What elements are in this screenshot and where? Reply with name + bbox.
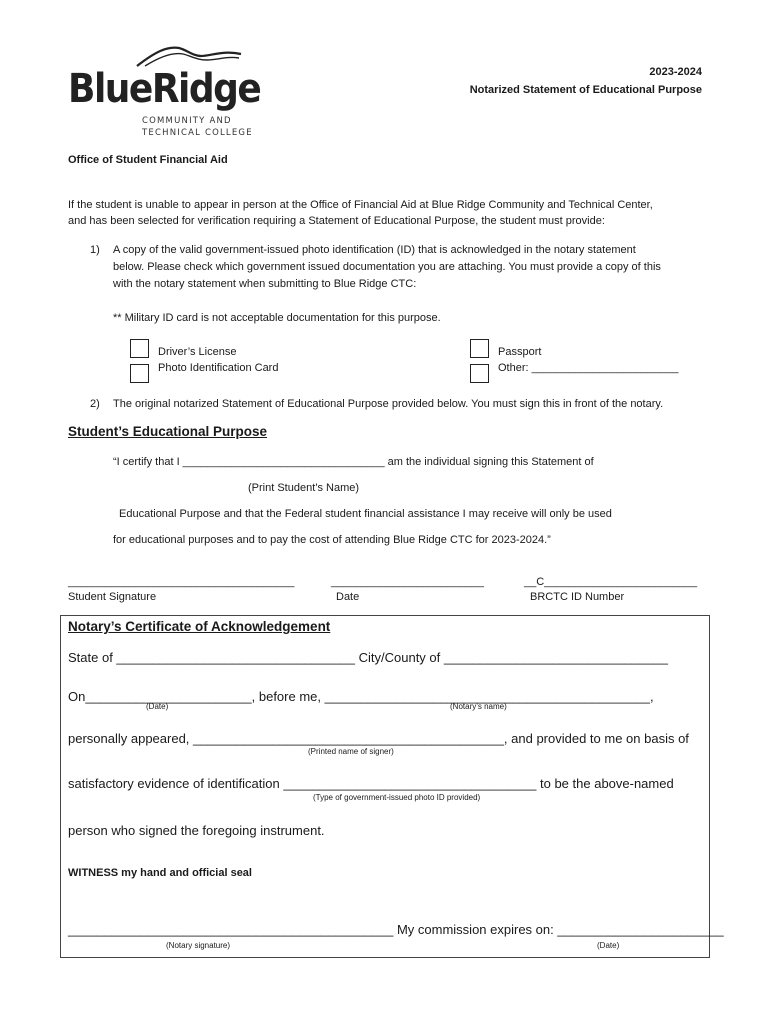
student-signature-line[interactable]: _____________________________________ bbox=[68, 576, 295, 588]
intro-line-2: and has been selected for verification requiring a Statement of Educational Purpose, the student must provide: bbox=[68, 215, 605, 227]
item-2-number: 2) bbox=[90, 398, 100, 410]
notary-on-line[interactable]: On_______________________, before me, _____________________________________________, bbox=[68, 689, 654, 704]
drivers-license-checkbox[interactable] bbox=[130, 339, 149, 358]
signature-date-line[interactable]: _________________________ bbox=[331, 576, 484, 588]
military-id-note: ** Military ID card is not acceptable documentation for this purpose. bbox=[113, 312, 441, 324]
student-signature-label: Student Signature bbox=[68, 591, 157, 603]
purpose-line-2: Educational Purpose and that the Federal student financial assistance I may receive will only be used bbox=[119, 508, 612, 520]
notary-witness-text: WITNESS my hand and official seal bbox=[68, 867, 252, 879]
brctc-id-label: BRCTC ID Number bbox=[530, 591, 625, 603]
notary-id-type-hint: (Type of government-issued photo ID provided) bbox=[313, 793, 481, 802]
notary-appeared-line[interactable]: personally appeared, ___________________________________________, and provided to me on basis of bbox=[68, 731, 689, 746]
other-id-checkbox[interactable] bbox=[470, 364, 489, 383]
logo-subtitle-2: TECHNICAL COLLEGE bbox=[142, 128, 253, 138]
notary-signer-hint: (Printed name of signer) bbox=[308, 747, 394, 756]
photo-id-checkbox[interactable] bbox=[130, 364, 149, 383]
item-1-line-1: A copy of the valid government-issued photo identification (ID) that is acknowledged in the notary statement bbox=[113, 244, 636, 256]
notary-evidence-line[interactable]: satisfactory evidence of identification ___________________________________ to be the above-named bbox=[68, 776, 674, 791]
intro-line-1: If the student is unable to appear in person at the Office of Financial Aid at Blue Ridge Community and Technical Center, bbox=[68, 199, 653, 211]
notary-state-line[interactable]: State of _________________________________ City/County of _______________________________ bbox=[68, 650, 669, 665]
passport-label: Passport bbox=[498, 346, 542, 358]
notary-signature-hint: (Notary signature) bbox=[166, 941, 231, 950]
notary-person-line: person who signed the foregoing instrument. bbox=[68, 823, 325, 838]
notary-commission-line[interactable]: _____________________________________________ My commission expires on: _______________________ bbox=[68, 922, 724, 937]
notary-name-hint: (Notary’s name) bbox=[450, 702, 507, 711]
passport-checkbox[interactable] bbox=[470, 339, 489, 358]
drivers-license-label: Driver’s License bbox=[158, 346, 237, 358]
notary-date-hint: (Date) bbox=[146, 702, 169, 711]
notary-heading: Notary’s Certificate of Acknowledgement bbox=[68, 619, 331, 634]
item-1-line-3: with the notary statement when submitting to Blue Ridge CTC: bbox=[113, 278, 417, 290]
photo-id-label: Photo Identification Card bbox=[158, 362, 279, 374]
item-1-line-2: below. Please check which government issued documentation you are attaching. You must provide a copy of this bbox=[113, 261, 661, 273]
logo-wordmark: BlueRidge bbox=[68, 66, 261, 112]
signature-date-label: Date bbox=[336, 591, 360, 603]
item-1-number: 1) bbox=[90, 244, 100, 256]
purpose-line-1[interactable]: “I certify that I _________________________________ am the individual signing this Statement of bbox=[113, 456, 594, 468]
other-id-field[interactable]: Other: ________________________ bbox=[498, 362, 679, 374]
print-name-hint: (Print Student’s Name) bbox=[248, 482, 360, 494]
purpose-line-3: for educational purposes and to pay the cost of attending Blue Ridge CTC for 2023-2024.” bbox=[113, 534, 551, 546]
commission-date-hint: (Date) bbox=[597, 941, 620, 950]
office-name: Office of Student Financial Aid bbox=[68, 154, 228, 166]
header-title: Notarized Statement of Educational Purpose bbox=[469, 84, 702, 96]
brctc-id-line[interactable]: __C_________________________ bbox=[524, 576, 698, 588]
logo-subtitle-1: COMMUNITY AND bbox=[142, 116, 232, 126]
purpose-heading: Student’s Educational Purpose bbox=[68, 424, 268, 439]
item-2-text: The original notarized Statement of Educational Purpose provided below. You must sign this in front of the notary. bbox=[113, 398, 664, 410]
header-year: 2023-2024 bbox=[649, 66, 702, 78]
